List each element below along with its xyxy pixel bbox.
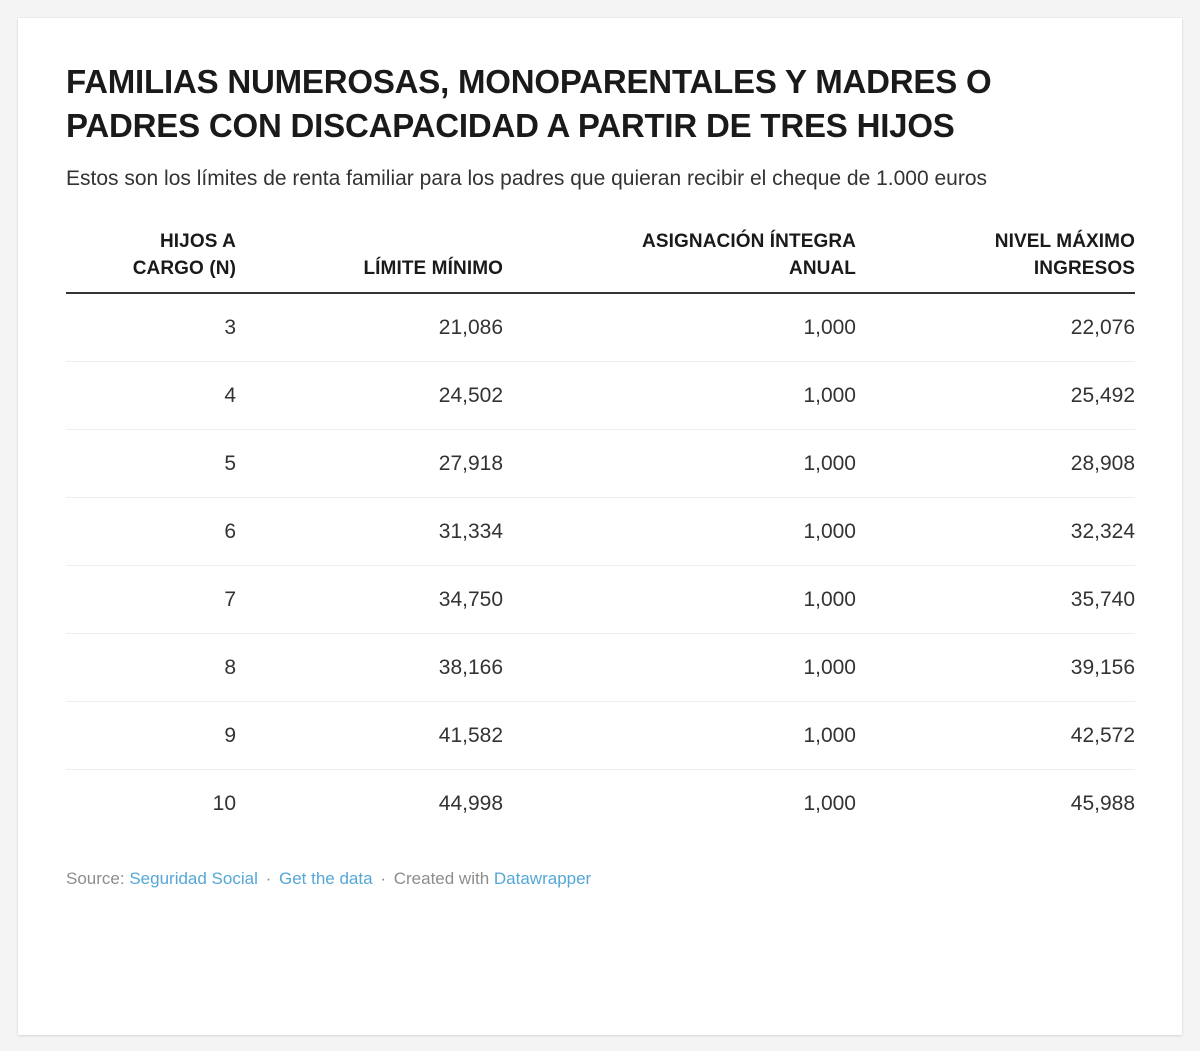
page-title: FAMILIAS NUMEROSAS, MONOPARENTALES Y MADRES O PADRES CON DISCAPACIDAD A PARTIR DE TRES HIJOS xyxy=(66,63,992,144)
table-row xyxy=(66,293,1135,362)
footer-separator-2: · xyxy=(380,869,386,888)
chart-subtitle: Estos son los límites de renta familiar para los padres que quieran recibir el cheque de 1.000 euros xyxy=(66,167,988,190)
cell-hijos-a-cargo: 9 xyxy=(66,702,236,770)
cell-nivel-maximo-ingresos: 39,156 xyxy=(856,634,1135,702)
column-header-asignacion-integra-anual[interactable] xyxy=(503,229,856,293)
chart-inner xyxy=(66,60,1134,891)
source-label: Source: xyxy=(66,869,125,888)
column-header-line-2: LÍMITE MÍNIMO xyxy=(363,257,503,279)
cell-limite-minimo: 21,086 xyxy=(236,293,503,362)
column-header-hijos-a-cargo[interactable] xyxy=(66,229,236,293)
table-row xyxy=(66,770,1135,838)
column-header-line-1: HIJOS A xyxy=(159,231,236,252)
cell-nivel-maximo-ingresos: 28,908 xyxy=(856,430,1135,498)
chart-card xyxy=(18,18,1182,1035)
column-header-line-1: ASIGNACIÓN ÍNTEGRA xyxy=(642,231,856,252)
cell-asignacion-integra-anual: 1,000 xyxy=(503,634,856,702)
table-row xyxy=(66,566,1135,634)
cell-asignacion-integra-anual: 1,000 xyxy=(503,702,856,770)
cell-hijos-a-cargo: 3 xyxy=(66,293,236,362)
cell-nivel-maximo-ingresos: 32,324 xyxy=(856,498,1135,566)
cell-limite-minimo: 38,166 xyxy=(236,634,503,702)
cell-asignacion-integra-anual: 1,000 xyxy=(503,566,856,634)
table-body xyxy=(66,293,1135,837)
footer-separator-1: · xyxy=(265,869,272,888)
cell-asignacion-integra-anual: 1,000 xyxy=(503,293,856,362)
cell-hijos-a-cargo: 8 xyxy=(66,634,236,702)
column-header-line-1: NIVEL MÁXIMO xyxy=(994,231,1135,252)
table-row xyxy=(66,362,1135,430)
column-header-line-2: INGRESOS xyxy=(1033,257,1135,279)
cell-limite-minimo: 31,334 xyxy=(236,498,503,566)
table-row xyxy=(66,702,1135,770)
cell-nivel-maximo-ingresos: 35,740 xyxy=(856,566,1135,634)
cell-limite-minimo: 24,502 xyxy=(236,362,503,430)
cell-nivel-maximo-ingresos: 42,572 xyxy=(856,702,1135,770)
get-the-data-link[interactable]: Get the data xyxy=(279,869,373,888)
table-header-row xyxy=(66,229,1135,293)
cell-limite-minimo: 34,750 xyxy=(236,566,503,634)
column-header-line-2: CARGO (N) xyxy=(132,257,236,279)
cell-hijos-a-cargo: 6 xyxy=(66,498,236,566)
cell-hijos-a-cargo: 7 xyxy=(66,566,236,634)
column-header-nivel-maximo-ingresos[interactable] xyxy=(856,229,1135,293)
cell-hijos-a-cargo: 5 xyxy=(66,430,236,498)
table-row xyxy=(66,634,1135,702)
data-table xyxy=(66,229,1135,837)
cell-nivel-maximo-ingresos: 45,988 xyxy=(1070,791,1135,815)
cell-limite-minimo: 27,918 xyxy=(236,430,503,498)
cell-limite-minimo: 44,998 xyxy=(438,791,503,815)
source-link-seguridad-social[interactable]: Seguridad Social xyxy=(129,869,258,888)
column-header-line-2: ANUAL xyxy=(789,257,856,279)
table-head xyxy=(66,229,1135,293)
table-row xyxy=(66,430,1135,498)
datawrapper-link[interactable]: Datawrapper xyxy=(493,869,592,888)
cell-asignacion-integra-anual: 1,000 xyxy=(503,498,856,566)
created-with-label: Created with xyxy=(393,869,490,888)
cell-hijos-a-cargo: 4 xyxy=(66,362,236,430)
cell-asignacion-integra-anual: 1,000 xyxy=(503,430,856,498)
column-header-limite-minimo[interactable] xyxy=(236,229,503,293)
cell-nivel-maximo-ingresos: 22,076 xyxy=(856,293,1135,362)
cell-hijos-a-cargo: 10 xyxy=(212,791,236,815)
cell-asignacion-integra-anual: 1,000 xyxy=(803,791,856,815)
table-row xyxy=(66,498,1135,566)
cell-asignacion-integra-anual: 1,000 xyxy=(503,362,856,430)
cell-limite-minimo: 41,582 xyxy=(236,702,503,770)
cell-nivel-maximo-ingresos: 25,492 xyxy=(856,362,1135,430)
chart-footer xyxy=(66,867,1134,891)
